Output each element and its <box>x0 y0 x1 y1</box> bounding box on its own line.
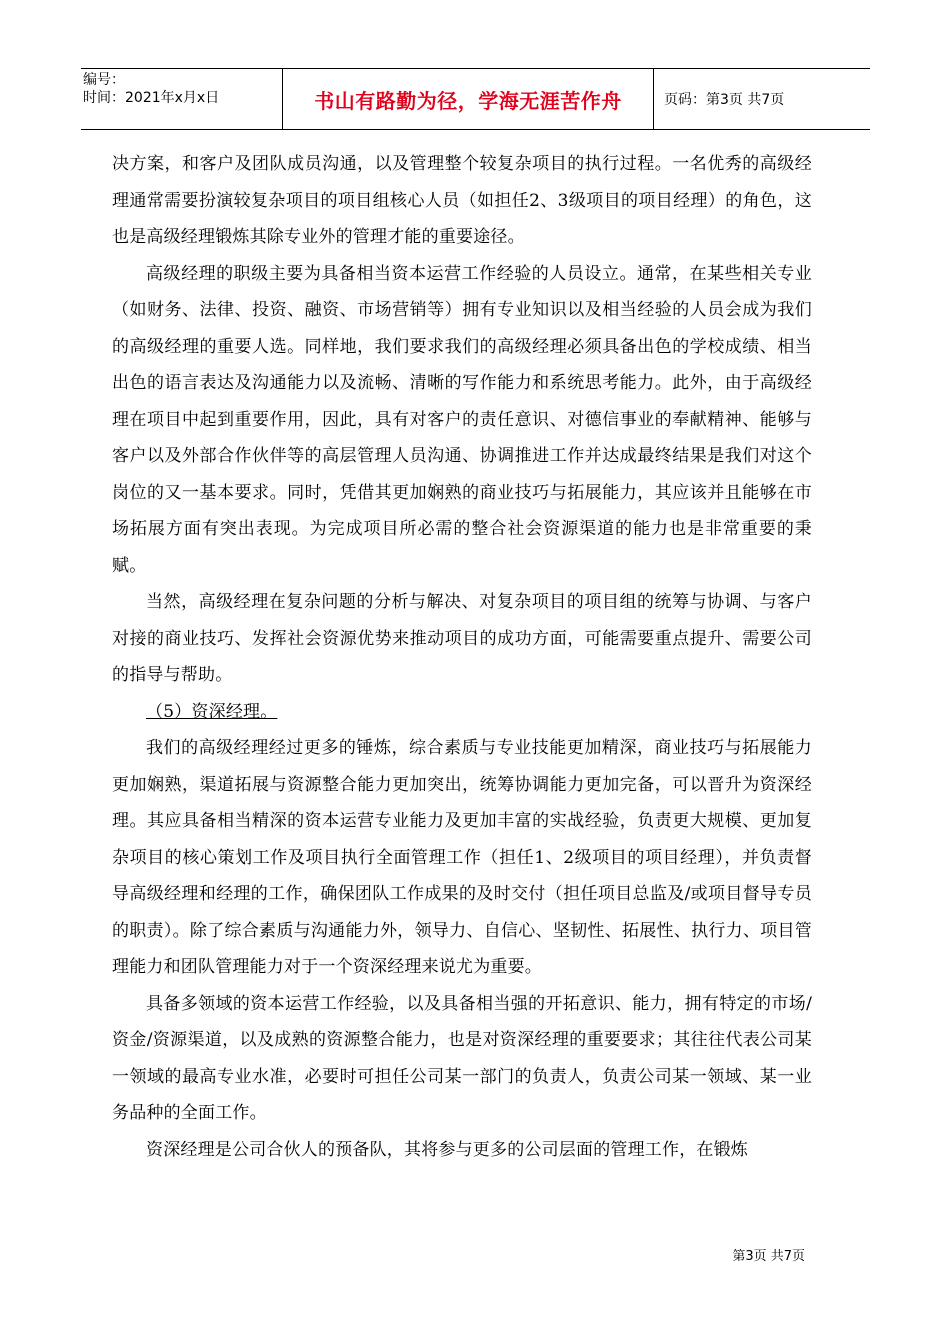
paragraph: 决方案，和客户及团队成员沟通，以及管理整个较复杂项目的执行过程。一名优秀的高级经理通常需要扮演较复杂项目的项目组核心人员（如担任2、3级项目的项目经理）的角色，这也是高级经理锻炼其除专业外的管理才能的重要途径。 <box>112 154 812 247</box>
header-page-info: 页码：第3页 共7页 <box>664 92 785 108</box>
page-footer: 第3页 共7页 <box>732 1249 805 1264</box>
paragraph: 我们的高级经理经过更多的锤炼，综合素质与专业技能更加精深，商业技巧与拓展能力更加娴熟，渠道拓展与资源整合能力更加突出，统筹协调能力更加完备，可以晋升为资深经理。其应具备相当精深的资本运营专业能力及更加丰富的实战经验，负责更大规模、更加复杂项目的核心策划工作及项目执行全面管理工作（担任1、2级项目的项目经理），并负责督导高级经理和经理的工作，确保团队工作成果的及时交付（担任项目总监及/或项目督导专员的职责）。除了综合素质与沟通能力外，领导力、自信心、坚韧性、拓展性、执行力、项目管理能力和团队管理能力对于一个资深经理来说尤为重要。 <box>112 738 812 977</box>
document-body <box>112 146 812 1168</box>
number-label: 编号： <box>83 72 125 88</box>
section-heading-text: （5）资深经理。 <box>146 701 278 722</box>
time-label: 时间：2021年x月x日 <box>83 90 220 106</box>
header-meta <box>81 69 283 129</box>
section-heading <box>112 694 812 731</box>
page-header <box>81 68 870 130</box>
paragraph: 具备多领域的资本运营工作经验，以及具备相当强的开拓意识、能力，拥有特定的市场/资金/资源渠道，以及成熟的资源整合能力，也是对资深经理的重要要求；其往往代表公司某一领域的最高专业水准，必要时可担任公司某一部门的负责人，负责公司某一领域、某一业务品种的全面工作。 <box>112 993 812 1123</box>
paragraph: 高级经理的职级主要为具备相当资本运营工作经验的人员设立。通常，在某些相关专业（如财务、法律、投资、融资、市场营销等）拥有专业知识以及相当经验的人员会成为我们的高级经理的重要人选。同样地，我们要求我们的高级经理必须具备出色的学校成绩、相当出色的语言表达及沟通能力以及流畅、清晰的写作能力和系统思考能力。此外，由于高级经理在项目中起到重要作用，因此，具有对客户的责任意识、对德信事业的奉献精神、能够与客户以及外部合作伙伴等的高层管理人员沟通、协调推进工作并达成最终结果是我们对这个岗位的又一基本要求。同时，凭借其更加娴熟的商业技巧与拓展能力，其应该并且能够在市场拓展方面有突出表现。为完成项目所必需的整合社会资源渠道的能力也是非常重要的秉赋。 <box>112 263 812 576</box>
paragraph: 资深经理是公司合伙人的预备队，其将参与更多的公司层面的管理工作，在锻炼 <box>146 1139 748 1160</box>
header-motto: 书山有路勤为径，学海无涯苦作舟 <box>283 69 654 129</box>
paragraph: 当然，高级经理在复杂问题的分析与解决、对复杂项目的项目组的统筹与协调、与客户对接的商业技巧、发挥社会资源优势来推动项目的成功方面，可能需要重点提升、需要公司的指导与帮助。 <box>112 592 812 685</box>
